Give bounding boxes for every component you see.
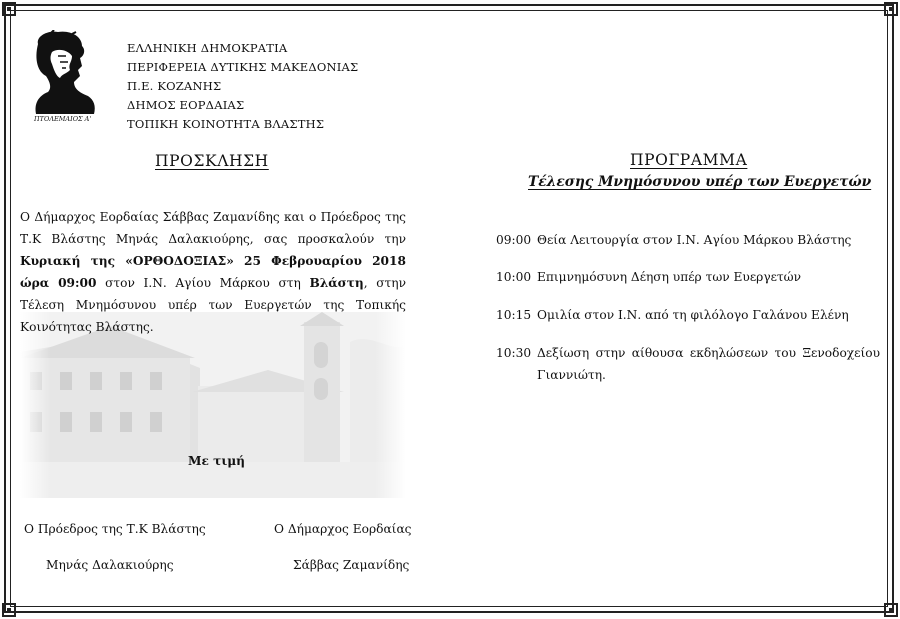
corner-ornament-bottom-right [884,603,898,617]
corner-ornament-bottom-left [2,603,16,617]
church-background-image [20,312,406,498]
header-line-unit: Π.Ε. ΚΟΖΑΝΗΣ [127,79,222,93]
logo-caption: ΠΤΟΛΕΜΑΙΟΣ Α' [34,115,92,122]
header-line-country: ΕΛΛΗΝΙΚΗ ΔΗΜΟΚΡΑΤΙΑ [127,41,288,55]
program-item [496,342,880,386]
header-line-community: ΤΟΠΙΚΗ ΚΟΙΝΟΤΗΤΑ ΒΛΑΣΤΗΣ [127,117,325,131]
invitation-text-part1: Ο Δήμαρχος Εορδαίας Σάββας Ζαμανίδης και ο Πρόεδρος της Τ.Κ Βλάστης Μηνάς Δαλακιούρης, σας προσκαλούν την [20,210,406,246]
header-line-region: ΠΕΡΙΦΕΡΕΙΑ ΔΥΤΙΚΗΣ ΜΑΚΕΔΟΝΙΑΣ [127,60,359,74]
signature-left-title: Ο Πρόεδρος της Τ.Κ Βλάστης [24,522,206,536]
corner-ornament-top-right [884,2,898,16]
program-item-text: Θεία Λειτουργία στον Ι.Ν. Αγίου Μάρκου Βλάστης [537,233,852,247]
program-item [496,304,880,326]
invitation-location: Βλάστη [309,276,364,290]
program-item [496,266,880,288]
program-item-time: 10:30 [496,346,532,360]
program-item-text: Δεξίωση στην αίθουσα εκδηλώσεων του Ξενοδοχείου Γιαννιώτη. [537,346,880,382]
signature-right-title: Ο Δήμαρχος Εορδαίας [274,522,412,536]
signature-left-name: Μηνάς Δαλακιούρης [46,558,174,572]
closing-regards: Με τιμή [188,454,246,468]
invitation-text-part3: , στην Τέλεση Μνημόσυνου υπέρ των Ευεργετών της Τοπικής Κοινότητας Βλάστης. [20,276,406,334]
municipality-logo [28,30,100,122]
invitation-title: ΠΡΟΣΚΛΗΣΗ [155,152,269,170]
program-item-time: 10:15 [496,308,532,322]
program-item-text: Επιμνημόσυνη Δέηση υπέρ των Ευεργετών [537,270,802,284]
invitation-text [20,206,406,338]
program-item [496,229,880,251]
invitation-text-part2: στον Ι.Ν. Αγίου Μάρκου στη [96,276,310,290]
header-line-municipality: ΔΗΜΟΣ ΕΟΡΔΑΙΑΣ [127,98,245,112]
program-item-text: Ομιλία στον Ι.Ν. από τη φιλόλογο Γαλάνου Ελένη [537,308,849,322]
issuer-header [127,39,358,134]
invitation-date: Κυριακή της «ΟΡΘΟΔΟΞΙΑΣ» 25 Φεβρουαρίου 2018 ώρα 09:00 [20,254,406,290]
program-item-time: 10:00 [496,270,532,284]
program-subtitle: Τέλεσης Μνημόσυνου υπέρ των Ευεργετών [528,174,872,190]
corner-ornament-top-left [2,2,16,16]
program-title: ΠΡΟΓΡΑΜΜΑ [630,151,748,169]
signature-right-name: Σάββας Ζαμανίδης [293,558,410,572]
program-item-time: 09:00 [496,233,532,247]
